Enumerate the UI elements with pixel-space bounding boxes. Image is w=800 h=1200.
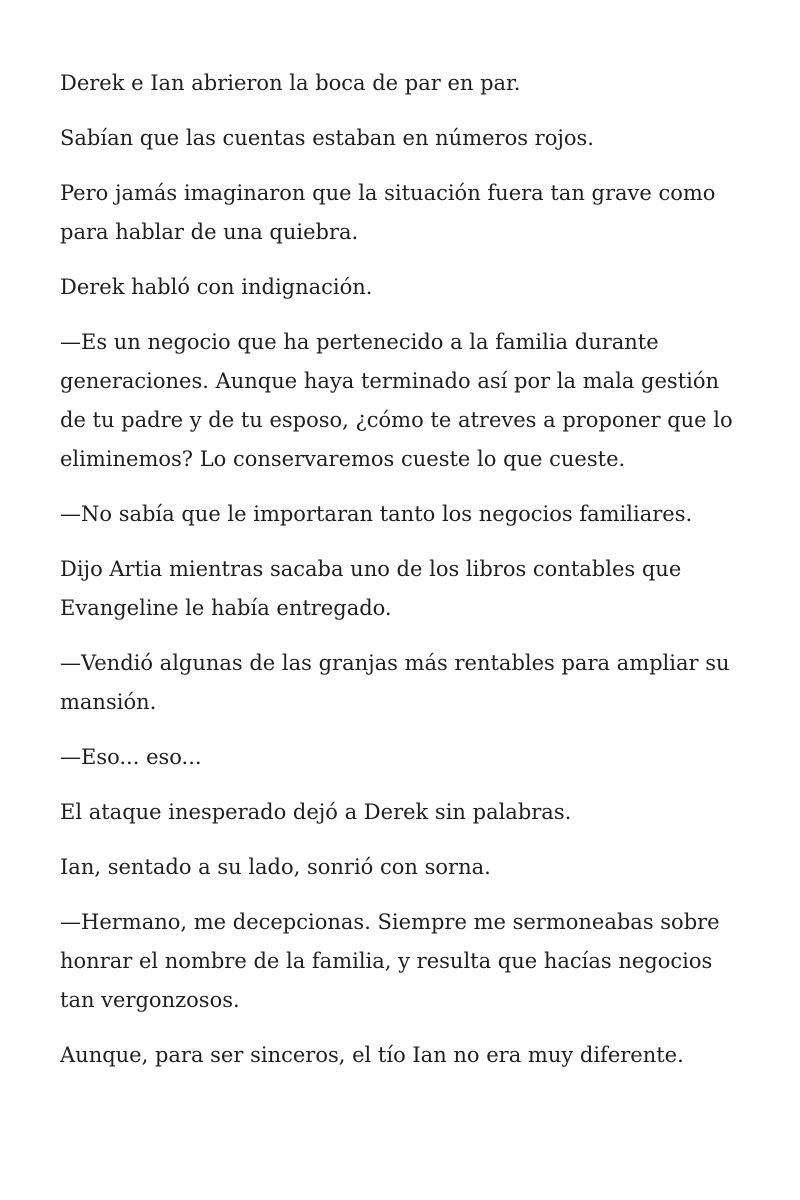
paragraph: —Es un negocio que ha pertenecido a la familia durante generaciones. Aunque haya terminado así por la mala gestión de tu padre y de tu esposo, ¿cómo te atreves a proponer que lo eliminemos? Lo conservaremos cueste lo que cueste. <box>60 330 733 471</box>
paragraph: Dijo Artia mientras sacaba uno de los libros contables que Evangeline le había entregado. <box>60 557 682 620</box>
paragraph: Sabían que las cuentas estaban en números rojos. <box>60 126 594 150</box>
paragraph: Derek e Ian abrieron la boca de par en par. <box>60 71 521 95</box>
paragraph: —Vendió algunas de las granjas más rentables para ampliar su mansión. <box>60 651 730 714</box>
paragraph: Pero jamás imaginaron que la situación fuera tan grave como para hablar de una quiebra. <box>60 181 716 244</box>
paragraph: —Eso... eso... <box>60 745 202 769</box>
paragraph: —No sabía que le importaran tanto los negocios familiares. <box>60 502 693 526</box>
paragraph: El ataque inesperado dejó a Derek sin palabras. <box>60 800 572 824</box>
paragraph: —Hermano, me decepcionas. Siempre me sermoneabas sobre honrar el nombre de la familia, y resulta que hacías negocios tan vergonzosos. <box>60 910 720 1012</box>
story-page <box>60 64 750 1091</box>
paragraph: Aunque, para ser sinceros, el tío Ian no era muy diferente. <box>60 1043 684 1067</box>
paragraph: Derek habló con indignación. <box>60 275 373 299</box>
paragraph: Ian, sentado a su lado, sonrió con sorna. <box>60 855 491 879</box>
